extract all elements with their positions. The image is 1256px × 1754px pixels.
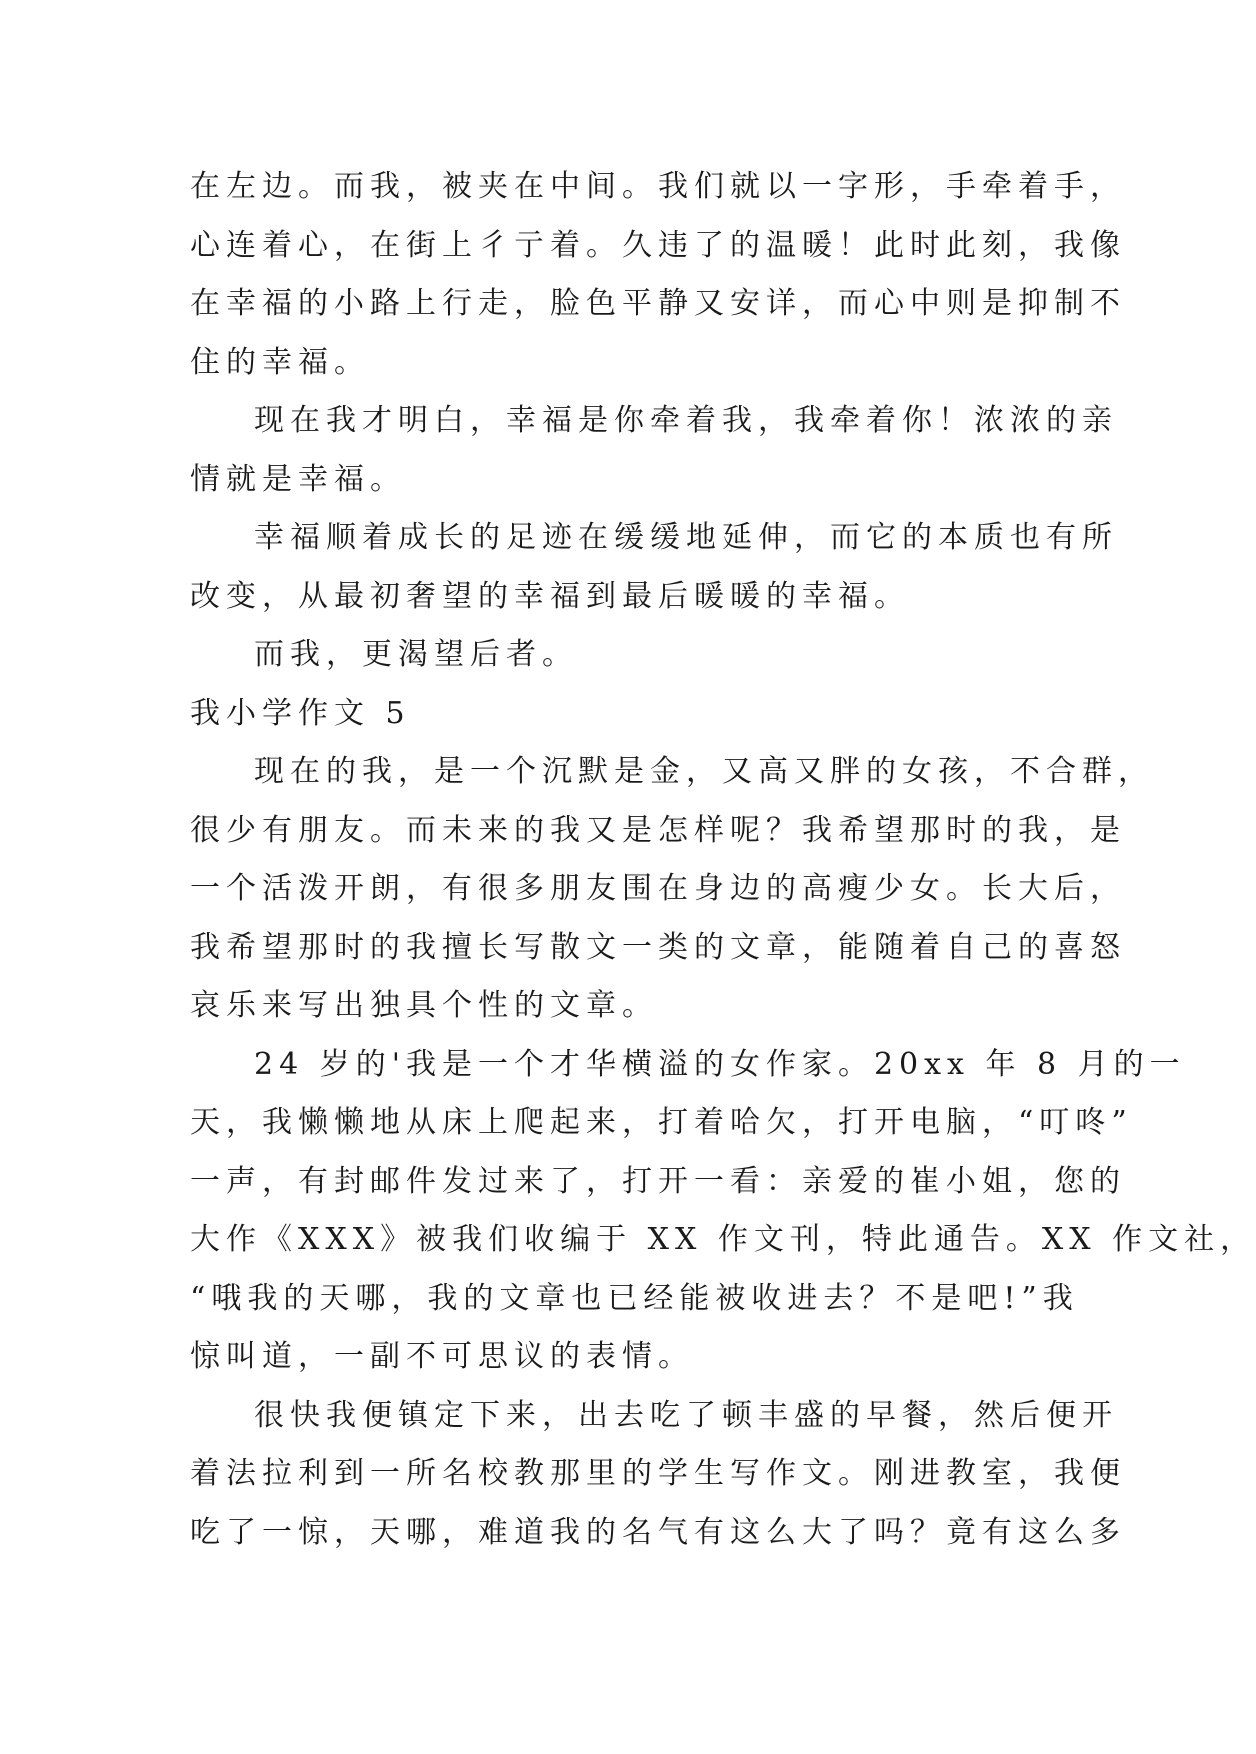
text-line: 在幸福的小路上行走，脸色平静又安详，而心中则是抑制不 [190, 286, 1126, 321]
text-line: “哦我的天哪，我的文章也已经能被收进去？不是吧!”我 [190, 1280, 1079, 1316]
text-line: 着法拉利到一所名校教那里的学生写作文。刚进教室，我便 [190, 1456, 1126, 1491]
text-line: 而我，更渴望后者。 [254, 637, 578, 672]
document-body [190, 158, 1256, 1562]
text-line: 现在我才明白，幸福是你牵着我，我牵着你！浓浓的亲 [254, 403, 1118, 438]
text-line: 24 岁的'我是一个才华横溢的女作家。20xx 年 8 月的一 [254, 1046, 1186, 1082]
text-line: 情就是幸福。 [190, 461, 406, 497]
text-line: 住的幸福。 [190, 344, 370, 380]
text-line: 天，我懒懒地从床上爬起来，打着哈欠，打开电脑，“叮咚” [190, 1105, 1133, 1140]
text-line: 幸福顺着成长的足迹在缓缓地延伸，而它的本质也有所 [254, 520, 1118, 555]
text-line: 很少有朋友。而未来的我又是怎样呢？我希望那时的我，是 [190, 812, 1126, 848]
text-line: 现在的我，是一个沉默是金，又高又胖的女孩，不合群， [254, 754, 1154, 789]
text-line: 心连着心，在街上彳亍着。久违了的温暖！此时此刻，我像 [190, 227, 1126, 263]
section-heading: 我小学作文 5 [190, 695, 411, 731]
text-line: 大作《XXX》被我们收编于 XX 作文刊，特此通告。XX 作文社， [190, 1222, 1256, 1257]
text-line: 惊叫道，一副不可思议的表情。 [190, 1339, 694, 1374]
text-line: 我希望那时的我擅长写散文一类的文章，能随着自己的喜怒 [190, 929, 1126, 965]
text-line: 吃了一惊，天哪，难道我的名气有这么大了吗？竟有这么多 [190, 1514, 1126, 1550]
text-line: 一声，有封邮件发过来了，打开一看：亲爱的崔小姐，您的 [190, 1163, 1126, 1199]
text-line: 在左边。而我，被夹在中间。我们就以一字形，手牵着手， [190, 169, 1126, 204]
text-line: 一个活泼开朗，有很多朋友围在身边的高瘦少女。长大后， [190, 871, 1126, 906]
text-line: 哀乐来写出独具个性的文章。 [190, 988, 658, 1023]
text-line: 很快我便镇定下来，出去吃了顿丰盛的早餐，然后便开 [254, 1397, 1118, 1433]
text-line: 改变，从最初奢望的幸福到最后暖暖的幸福。 [190, 578, 910, 614]
